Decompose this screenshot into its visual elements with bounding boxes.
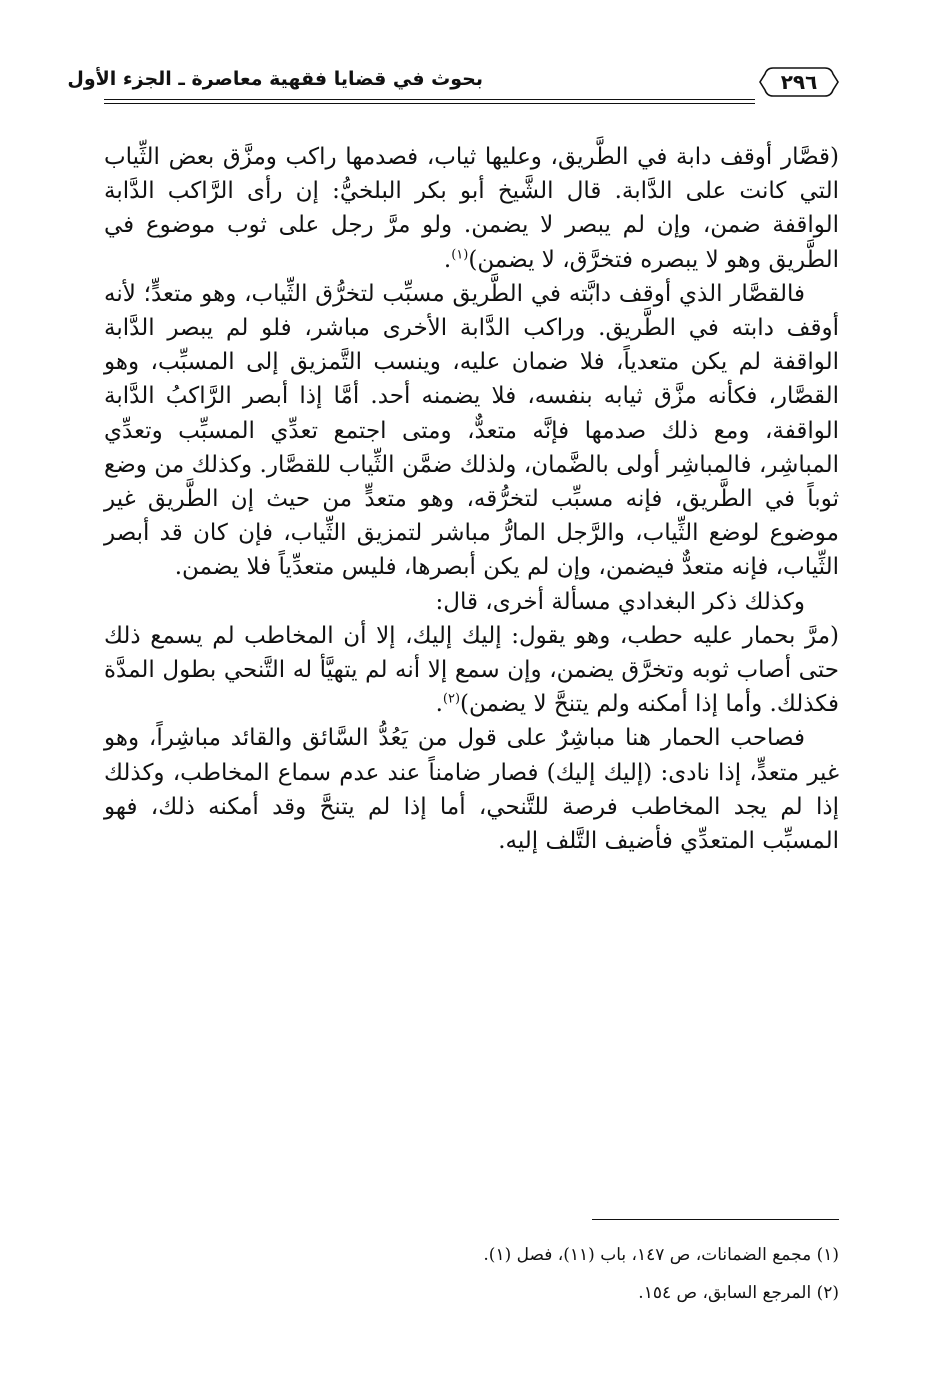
- footnote-2: (٢) المرجع السابق، ص ١٥٤.: [638, 1283, 839, 1303]
- footnote-ref-2: (٢): [442, 691, 461, 707]
- footnote-1: (١) مجمع الضمانات، ص ١٤٧، باب (١١)، فصل (١).: [483, 1245, 839, 1265]
- paragraph-quote-1: (قصَّار أوقف دابة في الطَّريق، وعليها ثياب، فصدمها راكب ومزَّق بعض الثِّياب التي كانت على الدَّابة. قال الشَّيخ أبو بكر البلخيُّ: إن رأى الرَّاكب الدَّابة الواقفة ضمن، وإن لم يبصر لا يضمن. ولو مرَّ رجل على ثوب موضوع في الطَّريق وهو لا يبصره فتخرَّق، لا يضمن)$^{(١)}$.: [104, 144, 839, 273]
- footnote-rule: [592, 1219, 839, 1220]
- header-rule-secondary: [104, 103, 755, 104]
- running-title: بحوث في قضايا فقهية معاصرة ـ الجزء الأول: [67, 68, 483, 90]
- paragraph-analysis-2: فصاحب الحمار هنا مباشِرٌ على قول من يَعُدُّ السَّائق والقائد مباشِراً، وهو غير متعدٍّ، إذا نادى: (إليك إليك) فصار ضامناً عند عدم سماع المخاطب، وكذلك إذا لم يجد المخاطب فرصة للتَّنحي، أما إذا لم يتنحَّ وقد أمكنه ذلك، فهو المسبِّب المتعدِّي فأضيف التَّلف إليه.: [104, 725, 839, 855]
- page-number-badge: [759, 66, 839, 98]
- footnote-ref-1: (١): [451, 246, 469, 262]
- running-header: [67, 66, 839, 106]
- page-number: ٢٩٦: [780, 70, 818, 94]
- main-text: [104, 140, 839, 858]
- paragraph-intro-2: وكذلك ذكر البغدادي مسألة أخرى، قال:: [435, 588, 805, 615]
- paragraph-analysis-1: فالقصَّار الذي أوقف دابَّته في الطَّريق مسبِّب لتخرُّق الثِّياب، وهو متعدٍّ؛ لأنه أوقف دابته في الطَّريق. وراكب الدَّابة الأخرى مباشر، فلو لم يبصر الدَّابة الواقفة لم يكن متعدياً، فلا ضمان عليه، وينسب التَّمزيق إلى المسبِّب، وهو القصَّار، فكأنه مزَّق ثيابه بنفسه، فلا يضمنه أحد. أمَّا إذا أبصر الرَّاكبُ الدَّابة الواقفة، ومع ذلك صدمها فإنَّه متعدٌّ، ومتى اجتمع تعدِّي المسبِّب وتعدِّي المباشِر، فالمباشِر أولى بالضَّمان، ولذلك ضمَّن الثِّياب للقصَّار. وكذلك من وضع ثوباً في الطَّريق، فإنه مسبِّب لتخرُّقه، وهو متعدٍّ من حيث إن الطَّريق غير موضوع لوضع الثِّياب، والرَّجل المارُّ مباشر لتمزيق الثِّياب، فإن كان قد أبصر الثِّياب، فإنه متعدٌّ فيضمن، وإن لم يكن أبصرها، فليس متعدِّياً فلا يضمن.: [104, 280, 839, 581]
- paragraph-quote-2: (مرَّ بحمار عليه حطب، وهو يقول: إليك إليك، إلا أن المخاطب لم يسمع ذلك حتى أصاب ثوبه وتخرَّق يضمن، وإن سمع إلا أنه لم يتهيَّأ له التَّنحي بطول المدَّة فكذلك. وأما إذا أمكنه ولم يتنحَّ لا يضمن)$^{(٢)}$.: [104, 622, 839, 718]
- header-rule: [104, 99, 755, 100]
- footnotes: [104, 1236, 839, 1312]
